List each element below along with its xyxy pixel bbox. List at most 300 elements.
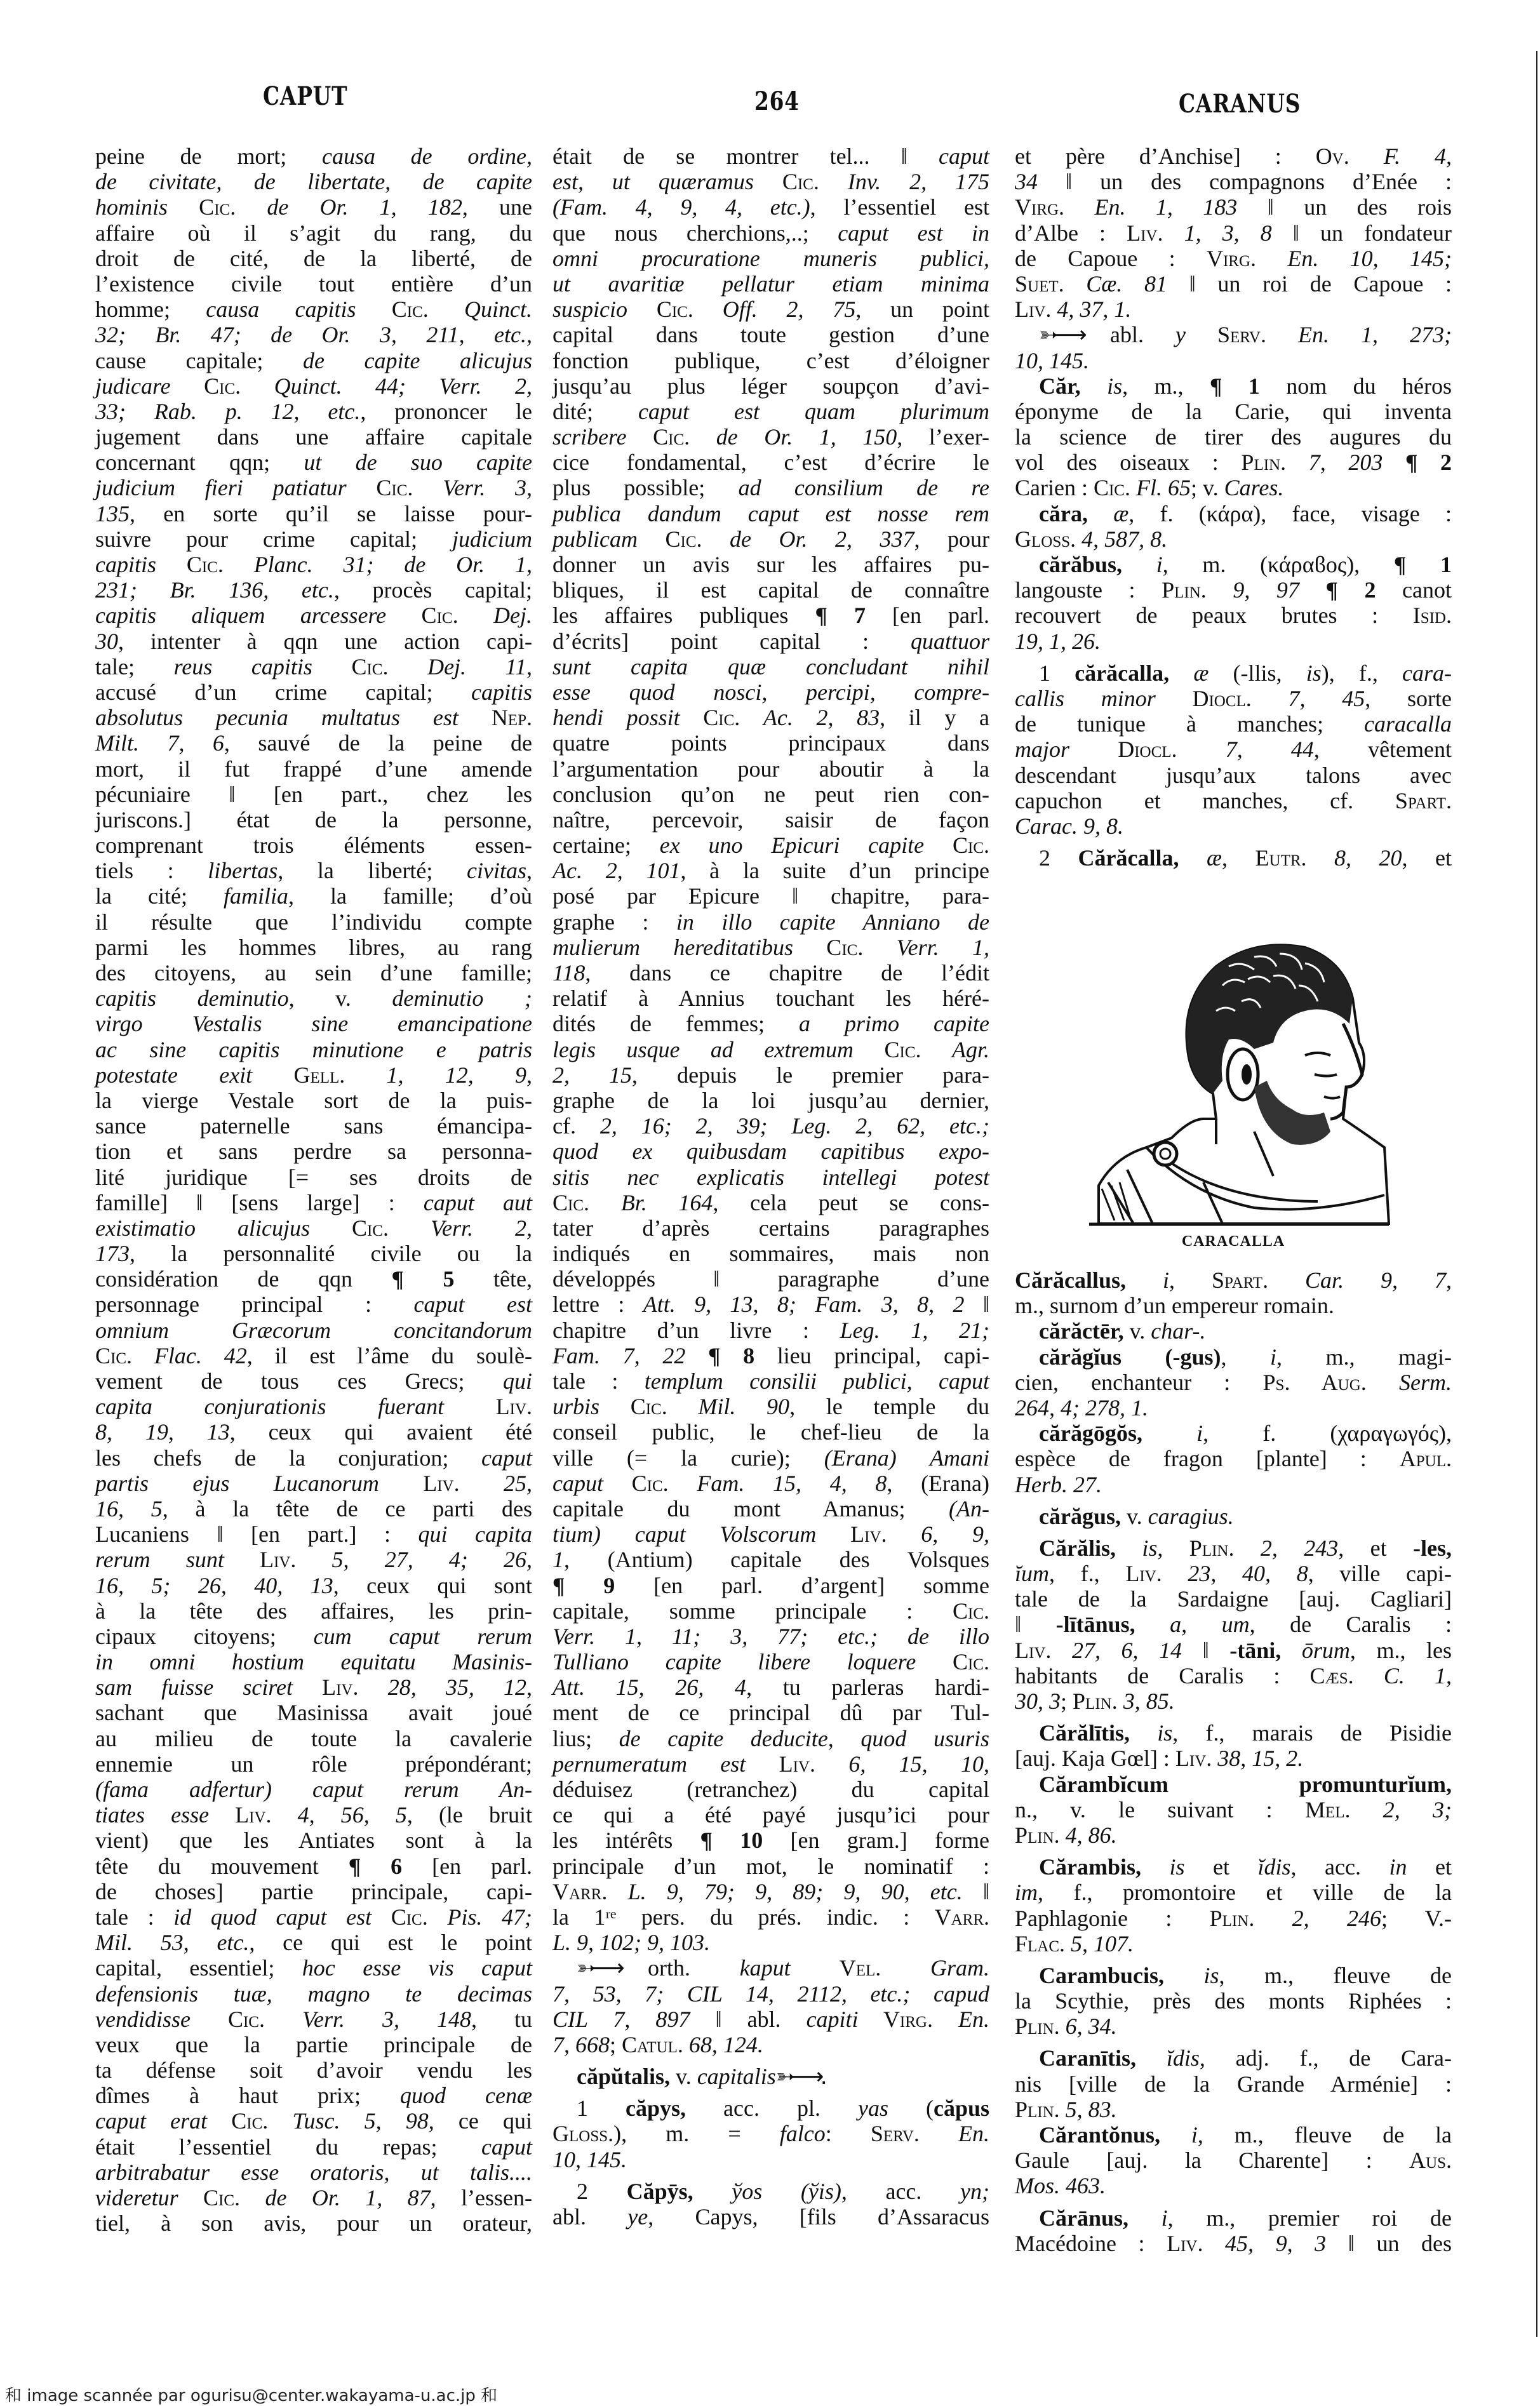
- latin-quotation: causa de ordine,: [322, 144, 532, 169]
- headword: cărăctēr,: [1039, 1318, 1124, 1344]
- text-line: [95, 705, 532, 730]
- author-citation: Cic.: [168, 194, 267, 220]
- definition-text: [1164, 1963, 1204, 1988]
- latin-quotation: 27, 6, 14: [1071, 1637, 1182, 1663]
- text-line: [1015, 2097, 1452, 2122]
- definition-text: ‖ un roi de Capoue :: [1167, 271, 1452, 297]
- headword: Cărălītis,: [1039, 1720, 1130, 1746]
- definition-text: 2: [577, 2178, 627, 2204]
- author-citation: Spart.: [1211, 1267, 1306, 1293]
- latin-quotation: familia: [223, 883, 288, 909]
- cross-reference-arrow-icon: ➳⟶.: [775, 2064, 824, 2090]
- text-line: [1015, 246, 1452, 271]
- author-citation: Serv.: [1185, 322, 1298, 348]
- text-line: [1015, 399, 1452, 424]
- latin-quotation: ĭdis: [1166, 2045, 1200, 2071]
- definition-text: , une: [462, 194, 533, 220]
- latin-quotation: caput: [552, 1470, 603, 1496]
- text-line: [552, 1088, 989, 1113]
- sense-number: ¶ 2: [1299, 577, 1376, 603]
- definition-text: 1: [1039, 660, 1075, 686]
- text-line: [552, 1674, 989, 1700]
- latin-quotation: æ: [1207, 845, 1222, 871]
- definition-text: [en parl.: [402, 1853, 532, 1879]
- definition-text: recouvert de peaux brutes :: [1015, 603, 1413, 629]
- text-line: [1015, 1880, 1452, 1905]
- definition-text: juriscons.] état de la personne,: [95, 806, 532, 832]
- text-line: [95, 220, 532, 246]
- text-line: [95, 2032, 532, 2057]
- definition-text: quatre points principaux dans: [552, 730, 989, 756]
- latin-quotation: is: [1203, 1962, 1219, 1988]
- text-line: [95, 1700, 532, 1725]
- text-line: [95, 348, 532, 373]
- latin-quotation: id quod caput est: [173, 1904, 372, 1930]
- definition-text: , m., les: [1349, 1637, 1452, 1663]
- author-citation: Gell.: [252, 1062, 387, 1088]
- definition-text: [1122, 552, 1156, 577]
- author-citation: Cic.: [916, 1649, 989, 1675]
- text-line: [1015, 169, 1452, 194]
- text-line: [95, 1904, 532, 1930]
- latin-quotation: Leg. 1, 21;: [840, 1317, 989, 1343]
- definition-text: naître, percevoir, saisir de façon: [552, 806, 989, 832]
- latin-quotation: Off. 2, 75: [722, 297, 856, 323]
- text-line: [95, 1190, 532, 1215]
- latin-quotation: a, um: [1170, 1612, 1250, 1638]
- definition-text: suivre pour crime capital;: [95, 526, 453, 552]
- definition-text: capital dans toute gestion d’une: [552, 322, 989, 348]
- definition-text: , et: [1402, 845, 1452, 871]
- headword: cărăgus,: [1039, 1503, 1121, 1529]
- definition-text: , sorte: [1365, 685, 1452, 711]
- text-line: [552, 1573, 989, 1598]
- latin-quotation: 16, 5: [95, 1495, 163, 1521]
- headword: Căpȳs,: [626, 2178, 693, 2204]
- text-line: [95, 2007, 532, 2032]
- text-line: [95, 1368, 532, 1394]
- definition-text: , dans ce chapitre de l’édit: [585, 960, 989, 986]
- text-line: [552, 629, 989, 654]
- latin-quotation: 6, 15, 10: [848, 1751, 984, 1777]
- text-line: [552, 144, 989, 169]
- definition-text: jusqu’au plus léger soupçon d’avi-: [552, 373, 989, 399]
- latin-quotation: Gram.: [930, 1955, 989, 1981]
- latin-quotation: hendi possit: [552, 705, 680, 731]
- definition-text: [1135, 1612, 1170, 1637]
- latin-quotation: judicium: [452, 526, 532, 552]
- text-line: [1015, 603, 1452, 628]
- text-line: [95, 1726, 532, 1751]
- latin-quotation: tiates esse: [95, 1802, 210, 1828]
- author-citation: Ov.: [1315, 144, 1384, 169]
- definition-text: personnage principal :: [95, 1292, 414, 1318]
- latin-quotation: 5, 83.: [1065, 2096, 1117, 2122]
- text-line: [95, 2210, 532, 2236]
- latin-quotation: i: [1161, 2205, 1168, 2231]
- text-line: [552, 1802, 989, 1828]
- definition-text: , la liberté;: [278, 858, 467, 884]
- sense-number: ¶ 9: [552, 1572, 615, 1598]
- latin-quotation: ex uno Epicuri capite: [659, 832, 925, 859]
- latin-quotation: i: [1270, 1344, 1277, 1370]
- text-line: [552, 1318, 989, 1343]
- text-line: [552, 832, 989, 858]
- definition-text: , vêtement: [1313, 737, 1452, 763]
- text-line: [552, 1828, 989, 1853]
- latin-quotation: Quinct. 44; Verr. 2,: [274, 373, 533, 399]
- text-line: [95, 1419, 532, 1445]
- definition-text: d’Albe :: [1015, 220, 1127, 246]
- definition-text: déduisez (retranchez) du capital: [552, 1777, 989, 1802]
- text-line: [95, 1037, 532, 1062]
- text-line: [1015, 1797, 1452, 1822]
- headword: Caranītis,: [1039, 2045, 1136, 2071]
- definition-text: les affaires publiques: [552, 603, 815, 629]
- text-line: [552, 1241, 989, 1266]
- definition-text: -tāni,: [1229, 1637, 1282, 1663]
- text-line: [95, 756, 532, 782]
- text-line: [552, 1777, 989, 1802]
- definition-text: capital, essentiel;: [95, 1955, 302, 1981]
- definition-text: ‖ un fondateur: [1271, 220, 1452, 246]
- latin-quotation: 7, 44: [1225, 737, 1314, 763]
- latin-quotation: absolutus pecunia multatus est: [95, 705, 459, 731]
- text-line: [1015, 552, 1452, 577]
- definition-text: ment de ce principal dû par Tul-: [552, 1700, 989, 1726]
- latin-quotation: major: [1015, 737, 1070, 763]
- cross-reference-arrow-icon: ➳⟶: [577, 1955, 621, 1982]
- text-line: [95, 1802, 532, 1828]
- definition-text: lius;: [552, 1725, 619, 1751]
- definition-text: cice fondamental, c’est d’écrire le: [552, 450, 989, 476]
- latin-quotation: caput est: [413, 1292, 532, 1318]
- author-citation: Liv.: [224, 1547, 332, 1573]
- text-line: [1015, 1293, 1452, 1318]
- latin-quotation: 2, 3;: [1383, 1796, 1452, 1822]
- text-line: [552, 935, 989, 960]
- latin-quotation: capiti: [806, 2006, 859, 2032]
- text-line: [1015, 1688, 1452, 1714]
- latin-quotation: Planc. 31; de Or. 1,: [253, 552, 532, 577]
- latin-quotation: 4, 37, 1.: [1057, 297, 1132, 323]
- definition-text: , f. (χαραγωγός),: [1203, 1420, 1452, 1447]
- latin-quotation: (fama adfertur) caput rerum An-: [95, 1777, 532, 1802]
- latin-quotation: [693, 2179, 732, 2204]
- text-line: [552, 450, 989, 475]
- text-line: [95, 297, 532, 322]
- text-line: [552, 1981, 989, 2007]
- definition-text: et: [1184, 1854, 1258, 1880]
- definition-text: [1130, 1720, 1157, 1746]
- text-line: [552, 2095, 989, 2121]
- latin-quotation: En. 10, 145;: [1287, 245, 1452, 271]
- text-line: [552, 756, 989, 782]
- column-3-bottom: [1015, 1267, 1452, 2256]
- latin-quotation: 10, 145.: [552, 2146, 627, 2172]
- definition-text: Macédoine :: [1015, 2230, 1167, 2256]
- definition-text: de Capoue :: [1015, 245, 1207, 271]
- latin-quotation: qui capita: [418, 1521, 532, 1547]
- text-line: [1015, 1344, 1452, 1370]
- page-header: [0, 81, 1540, 126]
- latin-quotation: Tusc. 5, 98: [292, 2108, 429, 2134]
- latin-quotation: scribere: [552, 424, 627, 450]
- text-line: [1015, 1395, 1452, 1420]
- text-line: [552, 1113, 989, 1139]
- author-citation: Liv.: [1167, 2230, 1226, 2256]
- text-line: [552, 654, 989, 679]
- definition-text: ‖: [964, 1292, 990, 1318]
- definition-text: , (Erana): [887, 1470, 989, 1496]
- definition-text: , cela peut se cons-: [713, 1189, 990, 1215]
- latin-quotation: is: [1169, 1854, 1185, 1880]
- latin-quotation: i: [1156, 552, 1163, 577]
- text-line: [95, 832, 532, 858]
- sense-number: ¶ 10: [700, 1828, 763, 1854]
- author-citation: Isid.: [1412, 603, 1452, 629]
- latin-quotation: partis ejus Lucanorum: [95, 1470, 379, 1496]
- latin-quotation: 118: [552, 960, 586, 986]
- text-line: [95, 1318, 532, 1343]
- latin-quotation: suspicio: [552, 297, 628, 323]
- latin-quotation: Agr.: [951, 1036, 989, 1062]
- text-line: [1015, 2148, 1452, 2173]
- text-line: [552, 1496, 989, 1521]
- headword: -lītānus,: [1055, 1612, 1135, 1638]
- headword: Cărălis,: [1039, 1535, 1116, 1561]
- text-line: [95, 1828, 532, 1853]
- latin-quotation: im: [1015, 1880, 1038, 1906]
- definition-text: , la personnalité civile ou la: [130, 1241, 532, 1267]
- latin-quotation: videretur: [95, 2185, 178, 2210]
- definition-text: lité juridique [= ses droits de: [95, 1164, 532, 1190]
- definition-text: , tu parleras hardi-: [746, 1674, 989, 1701]
- latin-quotation: caracalla: [1364, 711, 1452, 737]
- author-citation: Cic.: [95, 1342, 154, 1368]
- definition-text: v.: [1123, 1318, 1151, 1344]
- definition-text: [1179, 845, 1207, 871]
- definition-text: , prononcer le: [360, 398, 533, 424]
- latin-quotation: publica dandum caput est nosse rem: [552, 500, 989, 526]
- definition-text: [1088, 501, 1113, 526]
- definition-text: mort, il fut frappé d’une amende: [95, 756, 532, 782]
- definition-text: principale d’un mot, le nominatif :: [552, 1853, 989, 1879]
- latin-quotation: quattuor: [910, 628, 989, 654]
- latin-quotation: caput: [481, 1445, 532, 1471]
- text-line: [552, 2032, 989, 2057]
- author-citation: Cæs.: [1309, 1662, 1384, 1688]
- headword: Cărăcalla,: [1078, 845, 1179, 871]
- latin-quotation: caput est in: [838, 220, 989, 246]
- definition-text: , ceux qui avaient été: [229, 1419, 533, 1445]
- column-1: [95, 144, 532, 2236]
- author-citation: Aus.: [1409, 2148, 1452, 2174]
- definition-text: , ceux qui sont: [333, 1572, 532, 1598]
- latin-quotation: 38, 15, 2.: [1217, 1746, 1304, 1772]
- text-line: [1015, 1561, 1452, 1586]
- text-line: [95, 1088, 532, 1113]
- definition-text: ,: [526, 1062, 532, 1088]
- latin-quotation: caput: [481, 2134, 532, 2160]
- latin-quotation: kaput: [739, 1955, 791, 1981]
- author-citation: Cic.: [312, 653, 428, 679]
- text-line: [1015, 2014, 1452, 2039]
- definition-text: Gaule [auj. la Charente] :: [1015, 2148, 1410, 2174]
- text-line: [1015, 2071, 1452, 2097]
- text-line: [95, 1777, 532, 1802]
- definition-text: , il est l’âme du soulè-: [246, 1342, 532, 1368]
- author-citation: Spart.: [1395, 787, 1452, 813]
- definition-text: jugement dans une affaire capitale: [95, 424, 532, 450]
- author-citation: Nep.: [458, 705, 532, 731]
- definition-text: orth.: [648, 1955, 740, 1981]
- text-line: [95, 552, 532, 577]
- latin-quotation: is: [1306, 660, 1322, 686]
- sense-number: ¶ 6: [348, 1853, 403, 1879]
- text-line: [552, 1368, 989, 1394]
- latin-quotation: virgo Vestalis sine emancipatione: [95, 1011, 532, 1037]
- definition-text: ,: [526, 1674, 533, 1701]
- latin-quotation: caput aut: [423, 1189, 533, 1215]
- latin-quotation: Verr. 2,: [430, 1215, 532, 1241]
- text-line: [95, 629, 532, 654]
- latin-quotation: causa capitis: [206, 297, 356, 323]
- definition-text: [auj. Kaja Gœl] :: [1015, 1746, 1175, 1772]
- latin-quotation: CIL 7, 897: [552, 2006, 690, 2032]
- text-line: [95, 526, 532, 552]
- latin-quotation: judicium fieri patiatur: [95, 475, 347, 501]
- text-line: [1015, 686, 1452, 711]
- latin-quotation: 7, 668: [552, 2031, 610, 2057]
- text-line: [1015, 2231, 1452, 2256]
- latin-quotation: cara-: [1402, 660, 1452, 686]
- definition-text: ‖: [962, 1878, 989, 1904]
- text-line: [95, 1573, 532, 1598]
- definition-text: tiels :: [95, 858, 208, 884]
- text-line: [95, 730, 532, 756]
- latin-quotation: sunt capita quæ concludant nihil: [552, 653, 989, 679]
- text-line: [1015, 1663, 1452, 1688]
- latin-quotation: 6, 9,: [921, 1521, 990, 1547]
- headword: Cărambĭcum: [1039, 1771, 1168, 1797]
- latin-quotation: 2, 15: [552, 1062, 633, 1088]
- latin-quotation: de civitate, de libertate, de capite: [95, 169, 532, 195]
- latin-quotation: capitalis: [697, 2064, 776, 2090]
- definition-text: ‖ un des compagnons d’Enée :: [1038, 169, 1452, 195]
- latin-quotation: caragius.: [1148, 1503, 1234, 1529]
- definition-text: [1281, 1638, 1302, 1663]
- latin-quotation: 2, 246: [1292, 1905, 1381, 1931]
- author-citation: Cic.: [207, 2108, 293, 2134]
- definition-text: la Scythie, près des monts Riphées :: [1015, 1988, 1452, 2014]
- definition-text: ,: [526, 858, 533, 884]
- latin-quotation: libertas: [208, 858, 278, 884]
- text-line: [552, 1419, 989, 1445]
- latin-quotation: i: [1191, 2122, 1198, 2148]
- definition-text: v.: [670, 2064, 697, 2090]
- definition-text: dîmes à haut prix;: [95, 2083, 401, 2109]
- text-line: [1015, 1370, 1452, 1395]
- text-line: [95, 2160, 532, 2185]
- text-line: [552, 1700, 989, 1725]
- headword: (-gus): [1122, 1344, 1221, 1370]
- text-line: [95, 1062, 532, 1088]
- latin-quotation: Ac. 2, 83: [763, 705, 880, 731]
- text-line: [95, 782, 532, 807]
- author-citation: Plin.: [1209, 1905, 1292, 1931]
- latin-quotation: capitis deminutio: [95, 986, 289, 1012]
- text-line: [95, 373, 532, 399]
- latin-quotation: 33; Rab. p. 12, etc.: [95, 398, 361, 424]
- latin-quotation: yn;: [960, 2178, 990, 2204]
- latin-quotation: de Or. 2, 337: [730, 526, 914, 552]
- latin-quotation: 9, 97: [1233, 577, 1299, 603]
- definition-text: tale;: [95, 653, 174, 679]
- author-citation: Cic.: [346, 475, 443, 501]
- definition-text: l’argumentation pour aboutir à la: [552, 756, 989, 782]
- definition-text: , sauvé de la peine de: [224, 730, 532, 756]
- latin-quotation: 1, 12, 9: [386, 1062, 526, 1088]
- text-line: [552, 807, 989, 832]
- latin-quotation: de capite deducite, quod usuris: [619, 1725, 990, 1751]
- headword: căpŭtalis,: [577, 2064, 671, 2090]
- latin-quotation: 30, 3: [1015, 1688, 1061, 1714]
- definition-text: espèce de fragon [plante] :: [1015, 1446, 1400, 1472]
- definition-text: , f., promontoire et ville de la: [1038, 1880, 1452, 1906]
- latin-quotation: rerum sunt: [95, 1547, 224, 1573]
- definition-text: capitale, somme principale :: [552, 1598, 953, 1624]
- definition-text: ce qui a été payé jusqu’ici pour: [552, 1802, 989, 1828]
- definition-text: , un point: [855, 297, 989, 323]
- definition-text: , Capys, [fils d’Assaracus: [648, 2204, 989, 2229]
- latin-quotation: omni procuratione muneris publici,: [552, 245, 989, 271]
- text-line: [1015, 1420, 1452, 1446]
- latin-quotation: falco: [779, 2121, 826, 2147]
- text-line: [552, 1521, 989, 1547]
- latin-quotation: ac sine capitis minutione e patris: [95, 1036, 532, 1062]
- text-line: [95, 399, 532, 424]
- text-line: [95, 909, 532, 935]
- definition-text: tater d’après certains paragraphes: [552, 1215, 989, 1241]
- caracalla-portrait-figure: [1064, 928, 1391, 1227]
- text-line: [95, 169, 532, 194]
- definition-text: , m., magi-: [1276, 1344, 1452, 1370]
- text-line: [1015, 373, 1452, 399]
- sense-number: ¶ 1: [1209, 373, 1260, 399]
- definition-text: tion et sans perdre sa personna-: [95, 1139, 532, 1165]
- definition-text: droit de cité, de la liberté, de: [95, 245, 532, 271]
- latin-quotation: Quinct.: [464, 297, 533, 323]
- latin-quotation: de Or. 1, 182: [267, 194, 462, 220]
- definition-text: pécuniaire ‖ [en part., chez les: [95, 781, 532, 807]
- latin-quotation: 68, 124.: [688, 2031, 763, 2057]
- text-line: [1015, 1854, 1452, 1880]
- definition-text: vol des oiseaux :: [1015, 450, 1242, 476]
- text-line: [1015, 526, 1452, 552]
- definition-text: [1160, 2122, 1191, 2148]
- definition-text: , acc.: [1290, 1854, 1389, 1880]
- headword: cărăgĭus: [1039, 1344, 1122, 1370]
- latin-quotation: urbis: [552, 1394, 600, 1420]
- definition-text: , ville capi-: [1308, 1561, 1452, 1587]
- definition-text: , m., premier roi de: [1167, 2205, 1452, 2231]
- definition-text: , de Caralis :: [1249, 1612, 1452, 1638]
- definition-text: indiqués en sommaires, mais non: [552, 1241, 989, 1267]
- latin-quotation: caput erat: [95, 2108, 208, 2134]
- text-line: [1015, 2045, 1452, 2071]
- latin-quotation: 45, 9, 3: [1225, 2230, 1327, 2256]
